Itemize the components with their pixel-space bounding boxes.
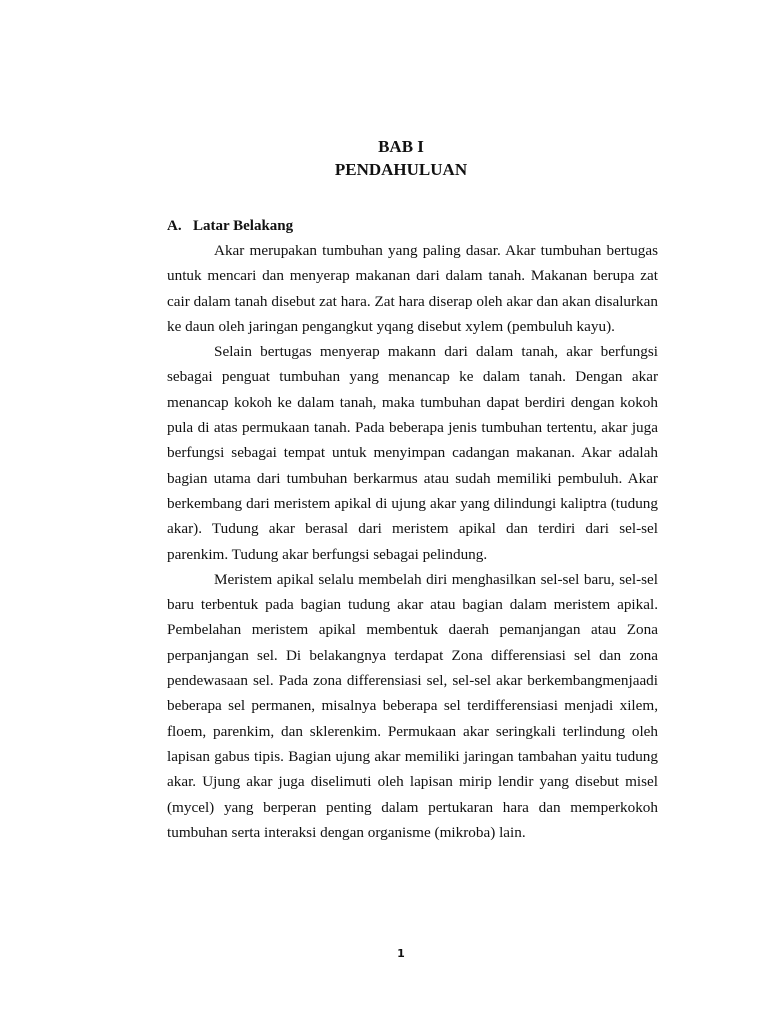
page-number: 1 bbox=[397, 947, 405, 960]
paragraph: Meristem apikal selalu membelah diri menghasilkan sel-sel baru, sel-sel baru terbentuk pada bagian tudung akar atau bagian dalam meristem apikal. Pembelahan meristem apikal membentuk daerah pemanjangan atau Zona perpanjangan sel. Di belakangnya terdapat Zona differensiasi sel dan zona pendewasaan sel. Pada zona differensiasi sel, sel-sel akar berkembangmenjaadi beberapa sel permanen, misalnya beberapa sel terdifferensiasi menjadi xilem, floem, parenkim, dan sklerenkim. Permukaan akar seringkali terlindung oleh lapisan gabus tipis. Bagian ujung akar memiliki jaringan tambahan yaitu tudung akar. Ujung akar juga diselimuti oleh lapisan mirip lendir yang disebut misel (mycel) yang berperan penting dalam pertukaran hara dan memperkokoh tumbuhan serta interaksi dengan organisme (mikroba) lain. bbox=[167, 570, 658, 841]
paragraph: Selain bertugas menyerap makann dari dalam tanah, akar berfungsi sebagai penguat tumbuhan yang menancap ke dalam tanah. Dengan akar menancap kokoh ke dalam tanah, maka tumbuhan dapat berdiri dengan kokoh pula di atas permukaan tanah. Pada beberapa jenis tumbuhan tertentu, akar juga berfungsi sebagai tempat untuk menyimpan cadangan makanan. Akar adalah bagian utama dari tumbuhan berkarmus atau sudah memiliki pembuluh. Akar berkembang dari meristem apikal di ujung akar yang dilindungi kaliptra (tudung akar). Tudung akar berasal dari meristem apikal dan terdiri dari sel-sel parenkim. Tudung akar berfungsi sebagai pelindung. bbox=[167, 343, 658, 563]
section-title: Latar Belakang bbox=[193, 218, 294, 234]
section-letter: A. bbox=[167, 218, 182, 234]
section-heading bbox=[167, 216, 293, 236]
paragraph: Akar merupakan tumbuhan yang paling dasar. Akar tumbuhan bertugas untuk mencari dan menyerap makanan dari dalam tanah. Makanan berupa zat cair dalam tanah disebut zat hara. Zat hara diserap oleh akar dan akan disalurkan ke daun oleh jaringan pengangkut yqang disebut xylem (pembuluh kayu). bbox=[167, 242, 658, 335]
chapter-label: BAB I bbox=[378, 137, 424, 156]
chapter-title: PENDAHULUAN bbox=[334, 160, 468, 179]
body-text bbox=[167, 238, 658, 845]
